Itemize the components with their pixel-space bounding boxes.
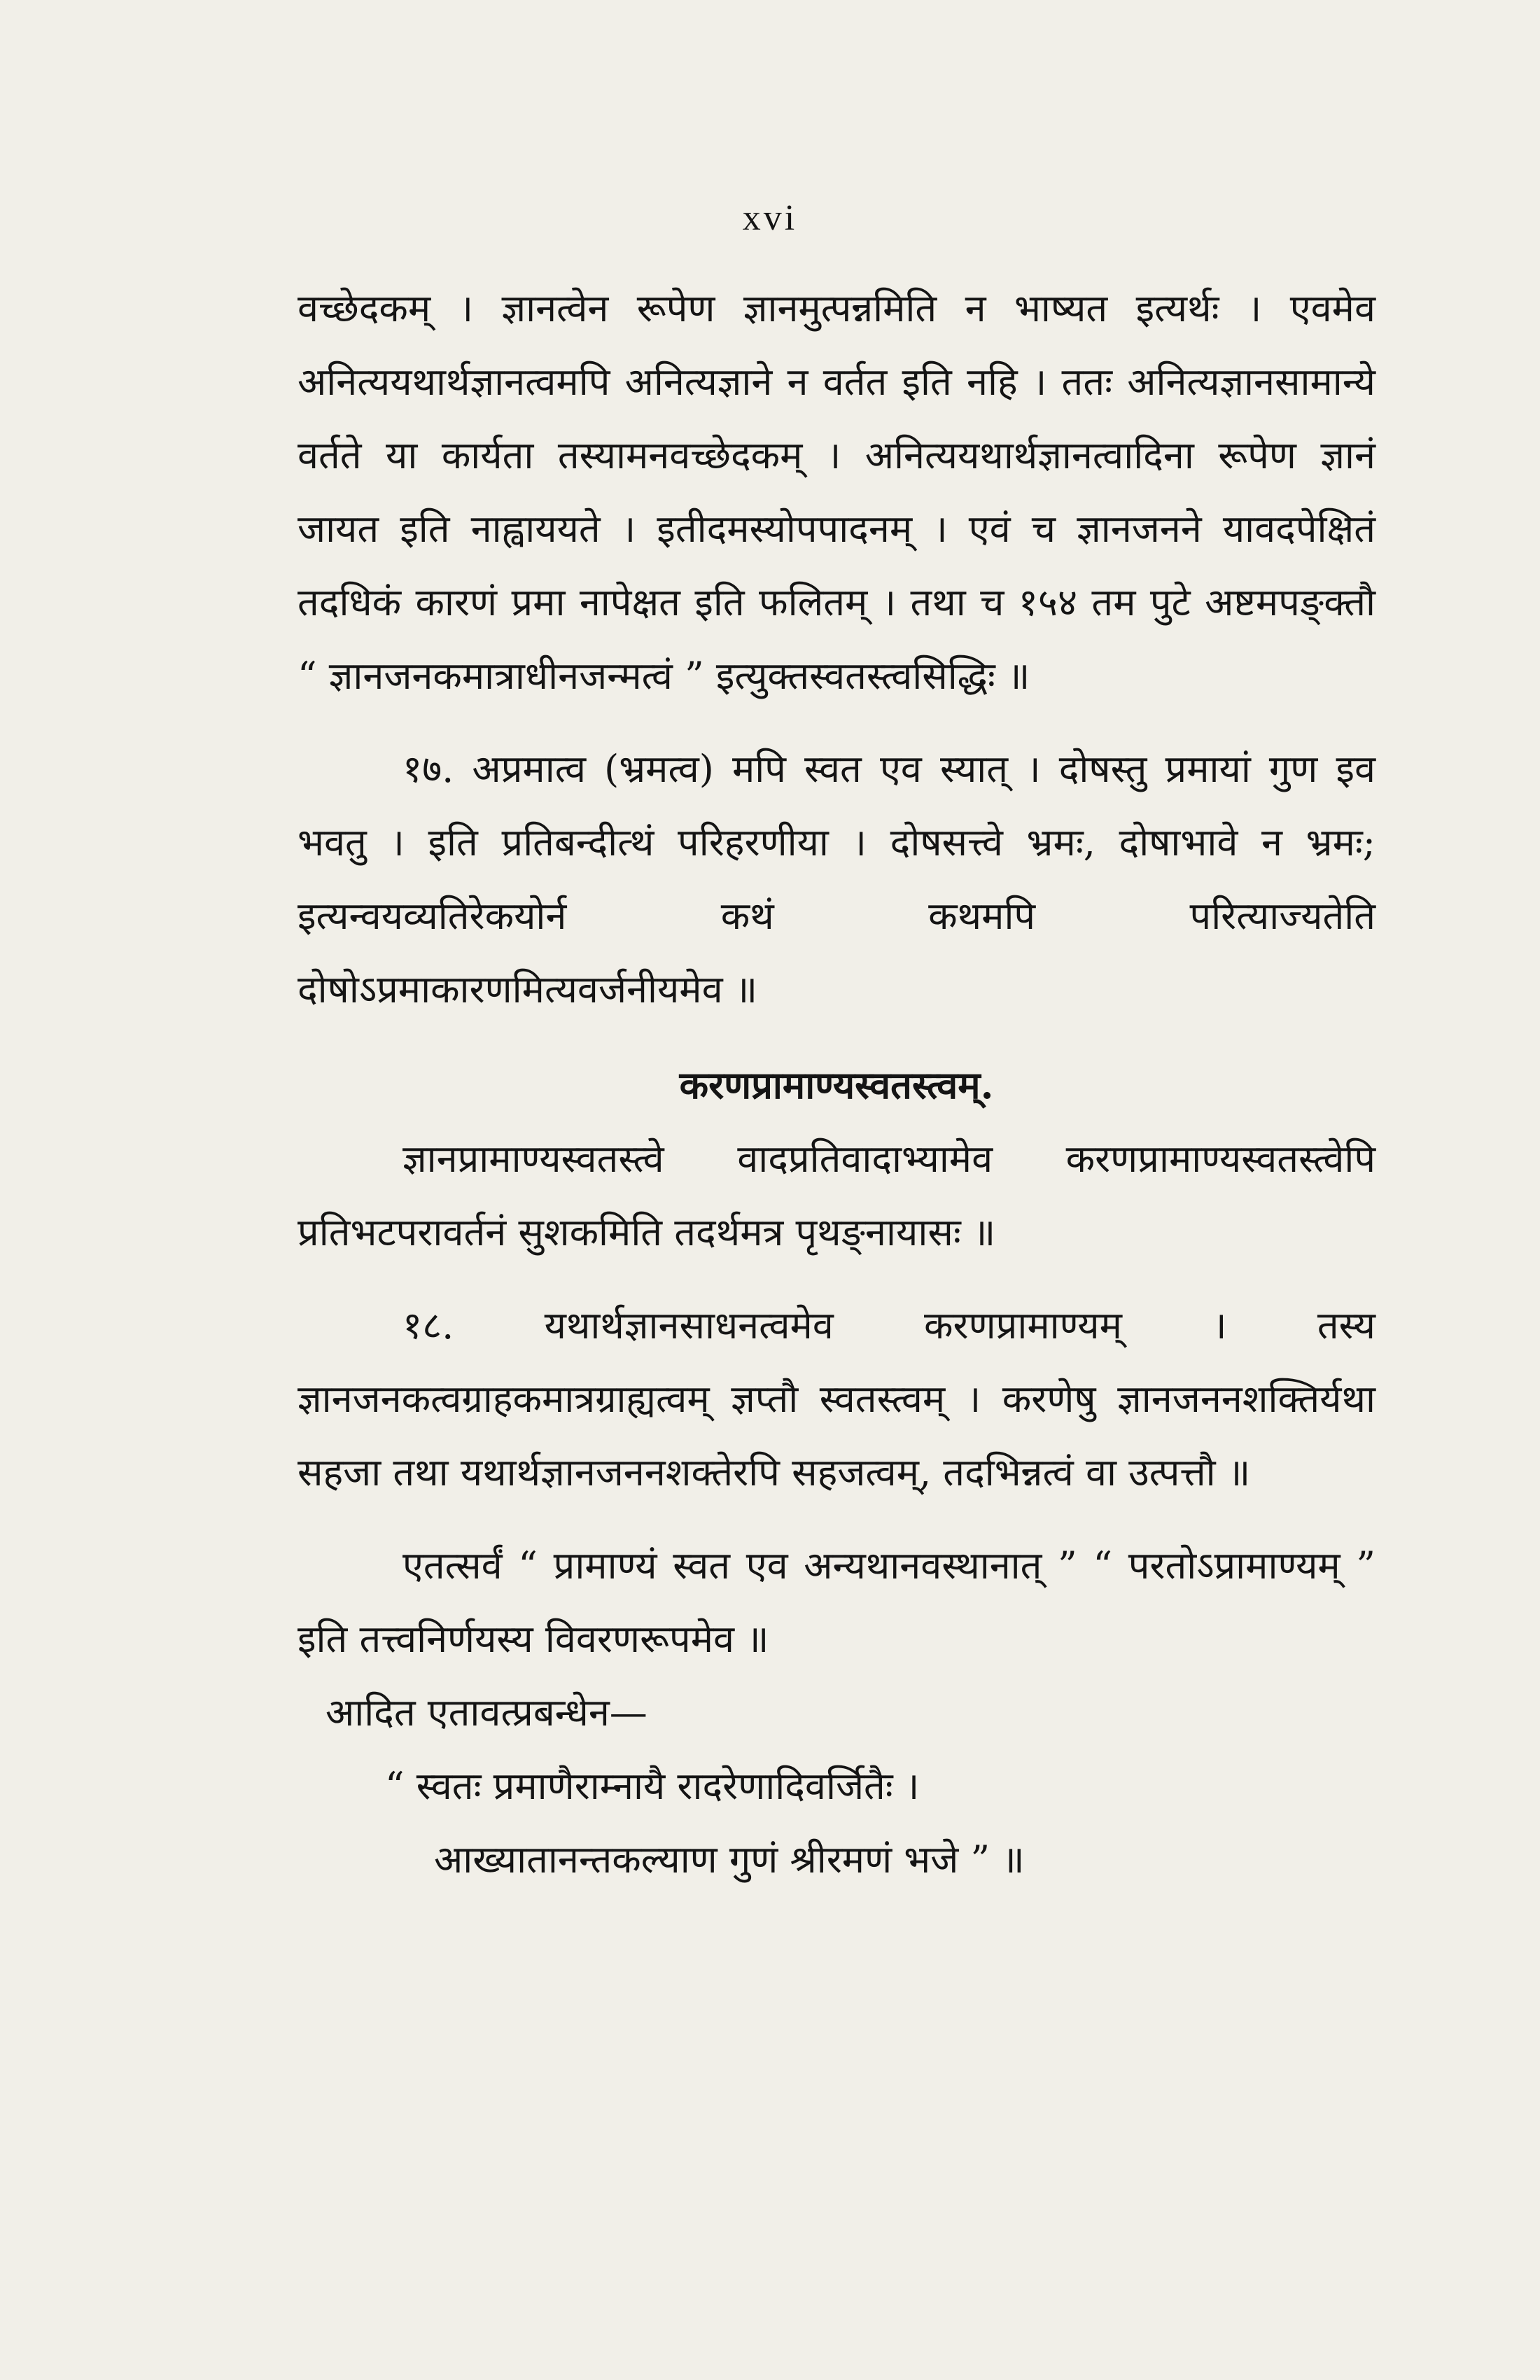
page-number: xvi bbox=[742, 198, 798, 238]
paragraph-17: १७. अप्रमात्व (भ्रमत्व) मपि स्वत एव स्यात् । दोषस्तु प्रमायां गुण इव भवतु । इति प्रतिबन्दीत्थं परिहरणीया । दोषसत्त्वे भ्रमः, दोषाभावे न भ्रमः; इत्यन्वयव्यतिरेकयोर्न कथं कथमपि परित्याज्यतेति दोषोऽप्रमाकारणमित्यवर्जनीयमेव ॥ bbox=[298, 747, 1376, 1011]
paragraph-summary: एतत्सर्वं “ प्रामाण्यं स्वत एव अन्यथानवस्थानात् ” “ परतोऽप्रामाण्यम् ” इति तत्त्वनिर्णयस्य विवरणरूपमेव ॥ bbox=[298, 1544, 1376, 1661]
body-text bbox=[298, 272, 1376, 1896]
paragraph-section-intro: ज्ञानप्रामाण्यस्वतस्त्वे वादप्रतिवादाभ्यामेव करणप्रामाण्यस्वतस्त्वेपि प्रतिभटपरावर्तनं सुशकमिति तदर्थमत्र पृथङ्नायासः ॥ bbox=[298, 1137, 1376, 1254]
paragraph-18: १८. यथार्थज्ञानसाधनत्वमेव करणप्रामाण्यम् । तस्य ज्ञानजनकत्वग्राहकमात्रग्राह्यत्वम् ज्ञप्तौ स्वतस्त्वम् । करणेषु ज्ञानजननशक्तिर्यथा सहजा तथा यथार्थज्ञानजननशक्तेरपि सहजत्वम्, तदभिन्नत्वं वा उत्पत्तौ ॥ bbox=[298, 1303, 1376, 1494]
paragraph-continued: वच्छेदकम् । ज्ञानत्वेन रूपेण ज्ञानमुत्पन्नमिति न भाष्यत इत्यर्थः । एवमेव अनित्ययथार्थज्ञानत्वमपि अनित्यज्ञाने न वर्तत इति नहि । ततः अनित्यज्ञानसामान्ये वर्तते या कार्यता तस्यामनवच्छेदकम् । अनित्ययथार्थज्ञानत्वादिना रूपेण ज्ञानं जायत इति नाह्वाययते । इतीदमस्योपपादनम् । एवं च ज्ञानजनने यावदपेक्षितं तदधिकं कारणं प्रमा नापेक्षत इति फलितम् । तथा च १५४ तम पुटे अष्टमपङ्क्तौ “ ज्ञानजनकमात्राधीनजन्मत्वं ” इत्युक्तस्वतस्त्वसिद्धिः ॥ bbox=[298, 286, 1376, 698]
section-heading: करणप्रामाण्यस्वतस्त्वम्. bbox=[679, 1063, 994, 1107]
verse-line-2: आख्यातानन्तकल्याण गुणं श्रीरमणं भजे ” ॥ bbox=[434, 1837, 1025, 1882]
verse-line-1: “ स्वतः प्रमाणैराम्नायै रादरेणादिवर्जितैः । bbox=[385, 1764, 920, 1808]
verse-intro: आदित एतावत्प्रबन्धेन— bbox=[326, 1690, 648, 1735]
